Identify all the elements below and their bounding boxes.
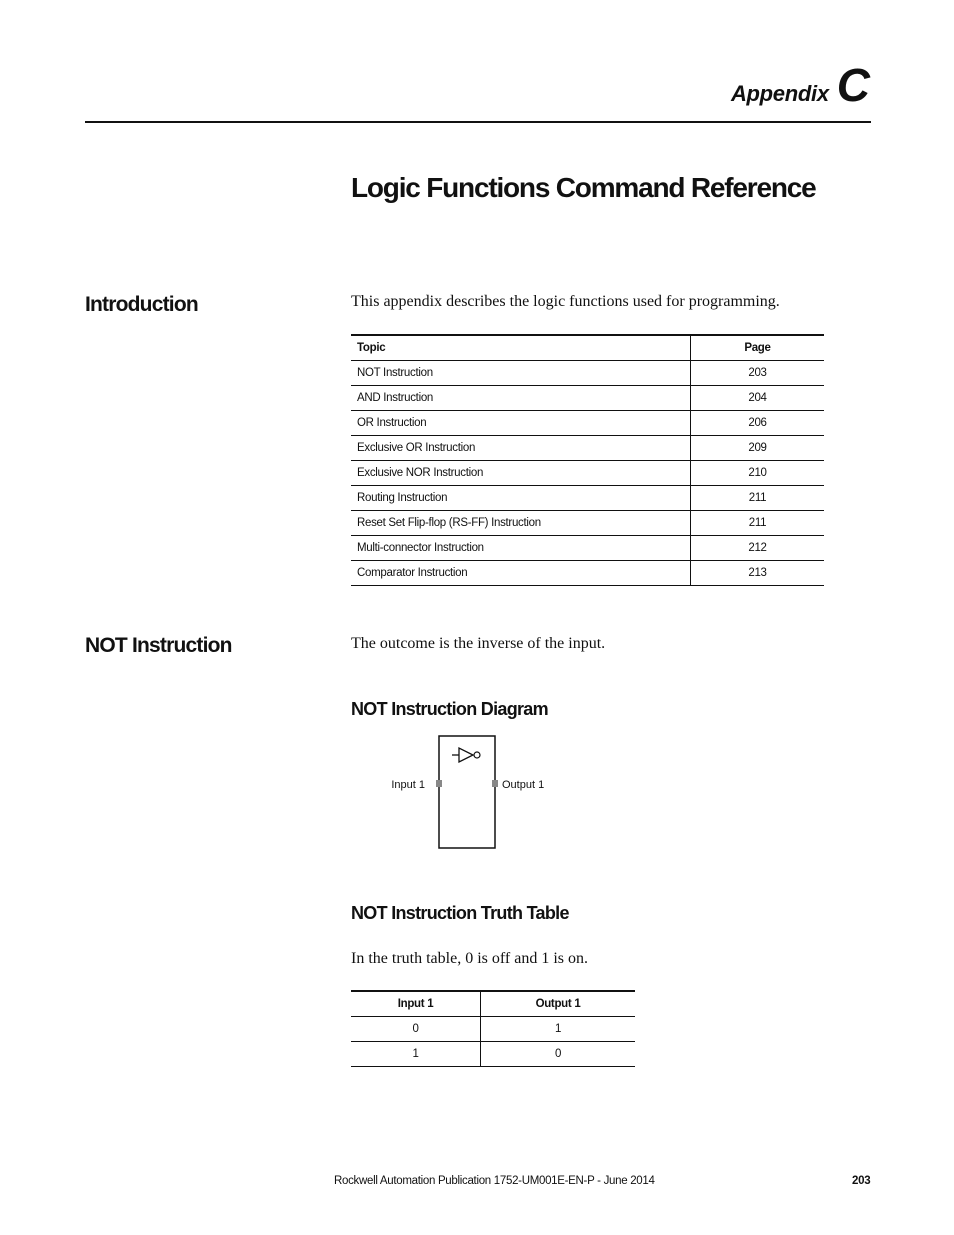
appendix-letter: C (836, 59, 870, 111)
not-instruction-heading: NOT Instruction (85, 634, 232, 657)
table-row (351, 411, 824, 436)
output-cell: 0 (481, 1042, 636, 1067)
table-row (351, 486, 824, 511)
table-row (351, 536, 824, 561)
topic-cell: Comparator Instruction (357, 567, 468, 579)
topic-cell: AND Instruction (351, 386, 691, 411)
topic-cell: Multi-connector Instruction (351, 536, 691, 561)
input-label: Input 1 (391, 779, 425, 791)
page-cell: 204 (691, 386, 825, 411)
introduction-heading: Introduction (85, 293, 198, 316)
input-connector (436, 780, 442, 787)
page-cell: 213 (691, 561, 825, 586)
topic-cell: Exclusive NOR Instruction (351, 461, 691, 486)
not-instruction-text: The outcome is the inverse of the input. (351, 635, 606, 652)
table-row (351, 461, 824, 486)
output-cell: 1 (481, 1017, 636, 1042)
table-row (351, 361, 824, 386)
not-diagram-heading: NOT Instruction Diagram (351, 699, 548, 719)
output-column-header: Output 1 (481, 991, 636, 1017)
introduction-text: This appendix describes the logic functions used for programming. (351, 293, 780, 310)
table-row (351, 1042, 635, 1067)
page-cell: 211 (691, 486, 825, 511)
table-row (351, 511, 824, 536)
appendix-label (730, 59, 870, 111)
input-cell: 0 (351, 1017, 481, 1042)
header-rule (85, 121, 871, 123)
footer-page-number: 203 (852, 1175, 871, 1187)
page-cell: 206 (691, 411, 825, 436)
truth-table-heading: NOT Instruction Truth Table (351, 903, 569, 923)
page-cell: 210 (691, 461, 825, 486)
page-column-header: Page (691, 335, 825, 361)
topic-table (351, 334, 824, 586)
table-row (351, 561, 824, 586)
table-row (351, 386, 824, 411)
truth-table-header-row (351, 991, 635, 1017)
topic-cell: NOT Instruction (351, 361, 691, 386)
page-cell: 209 (691, 436, 825, 461)
topic-table-header-row (351, 335, 824, 361)
page-cell: 212 (691, 536, 825, 561)
output-connector (492, 780, 498, 787)
not-instruction-diagram (380, 730, 560, 854)
topic-cell: OR Instruction (351, 411, 691, 436)
footer-publication: Rockwell Automation Publication 1752-UM001E-EN-P - June 2014 (334, 1175, 655, 1187)
topic-cell: Routing Instruction (351, 486, 691, 511)
topic-column-header: Topic (351, 335, 691, 361)
topic-cell: Exclusive OR Instruction (351, 436, 691, 461)
input-cell: 1 (412, 1048, 419, 1060)
output-label: Output 1 (502, 779, 545, 791)
table-row (351, 436, 824, 461)
chapter-title: Logic Functions Command Reference (351, 172, 816, 203)
topic-cell: Reset Set Flip-flop (RS-FF) Instruction (351, 511, 691, 536)
page-cell: 203 (691, 361, 825, 386)
appendix-word: Appendix (730, 81, 829, 106)
page-cell: 211 (691, 511, 825, 536)
table-row (351, 1017, 635, 1042)
input-column-header: Input 1 (351, 991, 481, 1017)
truth-table (351, 990, 635, 1067)
truth-table-text: In the truth table, 0 is off and 1 is on. (351, 950, 588, 967)
